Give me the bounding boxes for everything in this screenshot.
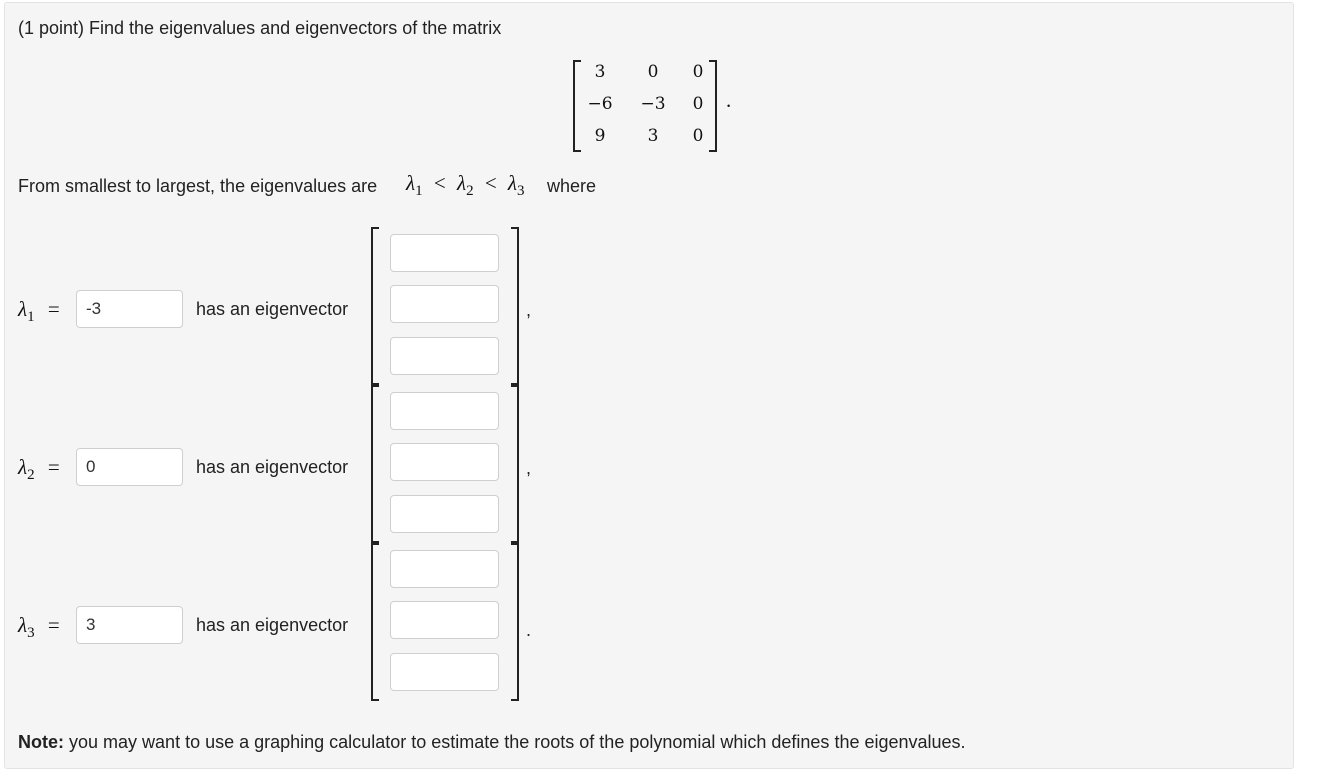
row-punctuation: , bbox=[526, 458, 532, 478]
has-eigenvector-label: has an eigenvector bbox=[196, 299, 349, 319]
has-eigenvector-label: has an eigenvector bbox=[196, 457, 349, 477]
note bbox=[18, 731, 966, 753]
eigenvalue-2-input[interactable] bbox=[76, 448, 183, 486]
lambda-3-label bbox=[18, 613, 60, 641]
ordering-prefix: From smallest to largest, the eigenvalues are bbox=[18, 176, 378, 196]
vector-right-bracket bbox=[511, 385, 519, 543]
vector-left-bracket bbox=[371, 227, 379, 385]
lambda-symbol: λ bbox=[18, 613, 28, 637]
lambda-symbol: λ bbox=[406, 171, 416, 195]
row-punctuation: , bbox=[526, 300, 532, 320]
matrix-cell: 0 bbox=[647, 62, 659, 82]
lambda-symbol: λ bbox=[456, 171, 467, 195]
row-punctuation: . bbox=[526, 620, 532, 640]
less-than: < bbox=[433, 171, 446, 195]
lambda-2-label bbox=[18, 455, 60, 483]
eigen-row-1 bbox=[0, 227, 560, 387]
vector-right-bracket bbox=[511, 543, 519, 701]
equals-sign: = bbox=[47, 297, 60, 321]
subscript: 2 bbox=[27, 467, 35, 483]
lambda-symbol: λ bbox=[507, 171, 518, 195]
matrix-cell: 9 bbox=[594, 126, 606, 146]
eigenvalue-1-input[interactable] bbox=[76, 290, 183, 328]
matrix-cell: 0 bbox=[692, 62, 704, 82]
equals-sign: = bbox=[47, 455, 60, 479]
vector-left-bracket bbox=[371, 385, 379, 543]
eigen-row-3 bbox=[0, 543, 560, 703]
eigenvector-1-component-3-input[interactable] bbox=[390, 337, 499, 375]
eigenvalue-3-input[interactable] bbox=[76, 606, 183, 644]
eigenvector-3-component-2-input[interactable] bbox=[390, 601, 499, 639]
matrix-period: . bbox=[726, 88, 732, 112]
eigenvector-2-component-2-input[interactable] bbox=[390, 443, 499, 481]
note-text: you may want to use a graphing calculator to estimate the roots of the polynomial which defines the eigenvalues. bbox=[69, 732, 966, 752]
eigenvector-1-component-2-input[interactable] bbox=[390, 285, 499, 323]
vector-right-bracket bbox=[511, 227, 519, 385]
less-than: < bbox=[484, 171, 497, 195]
note-label: Note: bbox=[18, 732, 64, 752]
matrix-cell: −6 bbox=[587, 94, 613, 114]
matrix-cell: 3 bbox=[647, 126, 659, 146]
has-eigenvector-label: has an eigenvector bbox=[196, 615, 349, 635]
matrix-cell: 0 bbox=[692, 126, 704, 146]
eigen-row-2 bbox=[0, 385, 560, 545]
eigenvector-3-component-3-input[interactable] bbox=[390, 653, 499, 691]
problem-intro: (1 point) Find the eigenvalues and eigenvectors of the matrix bbox=[18, 18, 502, 38]
subscript: 1 bbox=[27, 309, 35, 325]
eigenvector-2-component-1-input[interactable] bbox=[390, 392, 499, 430]
lambda-1-label bbox=[18, 297, 60, 325]
subscript: 3 bbox=[517, 183, 525, 199]
ordering-inequality bbox=[406, 171, 525, 199]
equals-sign: = bbox=[47, 613, 60, 637]
eigenvector-1-component-1-input[interactable] bbox=[390, 234, 499, 272]
subscript: 2 bbox=[466, 183, 474, 199]
matrix-cell: 0 bbox=[692, 94, 704, 114]
lambda-symbol: λ bbox=[18, 455, 28, 479]
lambda-symbol: λ bbox=[18, 297, 28, 321]
subscript: 1 bbox=[415, 183, 423, 199]
subscript: 3 bbox=[27, 625, 35, 641]
eigenvector-2-component-3-input[interactable] bbox=[390, 495, 499, 533]
vector-left-bracket bbox=[371, 543, 379, 701]
eigenvector-3-component-1-input[interactable] bbox=[390, 550, 499, 588]
ordering-suffix: where bbox=[547, 176, 597, 196]
given-matrix bbox=[573, 60, 717, 152]
matrix-cell: −3 bbox=[640, 94, 666, 114]
matrix-cell: 3 bbox=[594, 62, 606, 82]
